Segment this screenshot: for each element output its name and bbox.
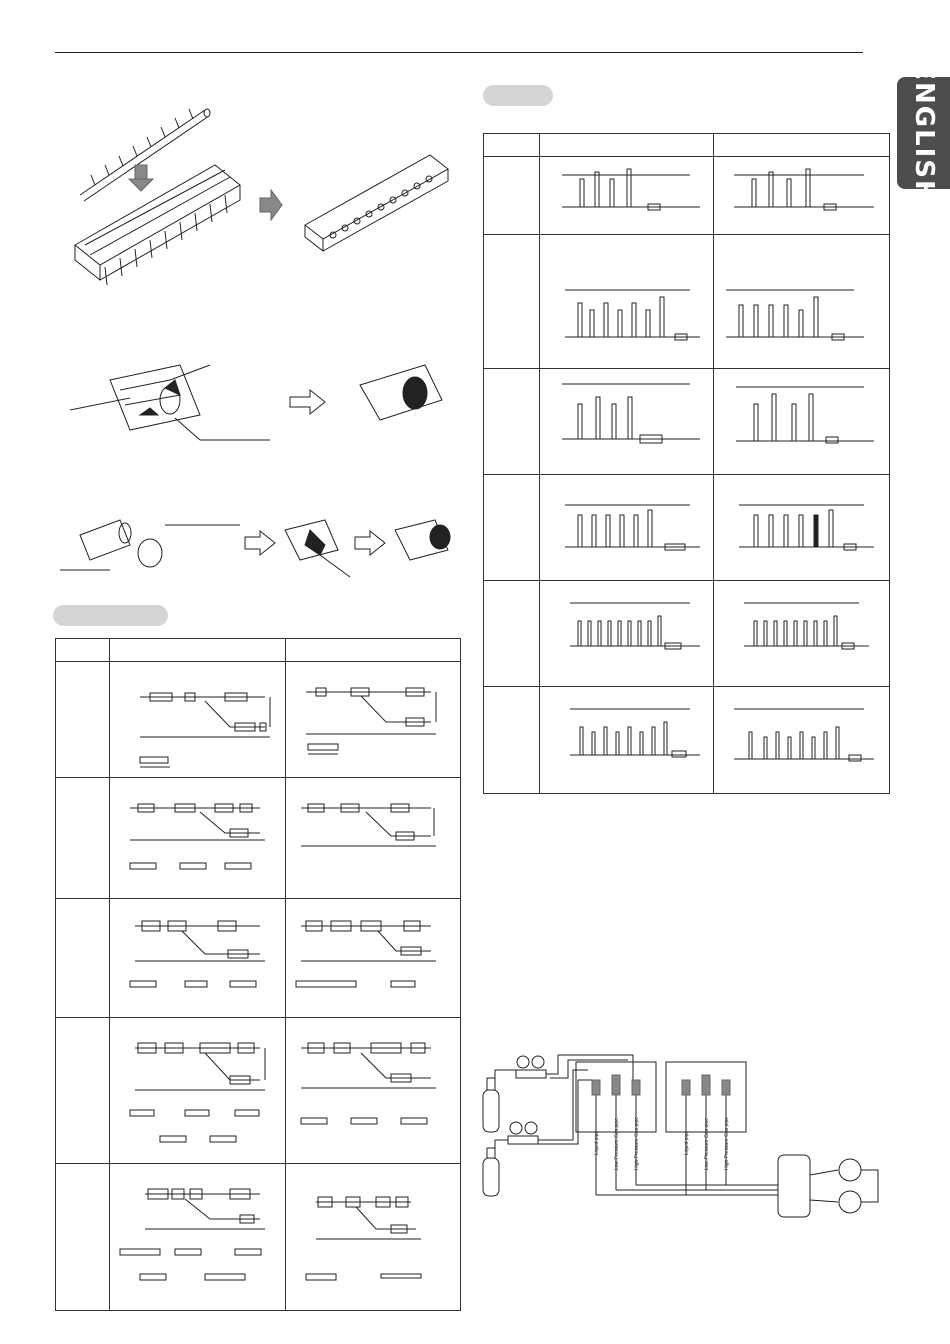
diagram-cell [110,778,286,899]
y-branch-diagram [110,662,286,772]
y-branch-diagram [110,1018,286,1158]
diagram-cell [540,157,714,235]
y-branch-diagram [286,662,461,772]
header-cell [56,639,110,662]
header-cell [286,639,461,662]
y-branch-diagram [286,1164,461,1305]
tape-wrap-figure [70,360,450,455]
header-diagram [714,687,890,788]
row-label-cell [56,778,110,899]
diagram-cell [540,687,714,794]
language-tab-label: ENGLISH [908,62,939,204]
row-label-cell [56,1164,110,1311]
diagram-cell [540,235,714,369]
y-branch-diagram [286,1018,461,1158]
header-diagram [540,157,714,229]
row-label-cell [484,369,540,475]
header-diagram [714,235,890,363]
y-branch-diagram [286,778,461,893]
diagram-cell [110,1164,286,1311]
branch-table-left [55,638,461,1311]
diagram-cell [714,581,890,687]
row-label-cell [56,899,110,1018]
y-branch-diagram [110,899,286,1012]
header-diagram [714,581,890,681]
diagram-cell [286,662,461,778]
header-diagram [540,235,714,363]
row-label-cell [484,157,540,235]
row-label-cell [484,475,540,581]
header-cell [714,134,890,157]
header-rule [55,52,863,53]
diagram-cell [110,1018,286,1164]
header-cell [540,134,714,157]
y-branch-diagram [110,1164,286,1305]
section-label-pill-right [483,85,553,106]
header-diagram [540,475,714,575]
diagram-cell [540,369,714,475]
header-diagram [540,369,714,469]
diagram-cell [714,687,890,794]
pipe-label: High Pressure Gas pipe [634,1116,640,1170]
diagram-cell [714,157,890,235]
pipe-label: Liquid pipe [684,1130,690,1155]
header-cell [110,639,286,662]
diagram-cell [110,662,286,778]
row-label-cell [484,687,540,794]
diagram-cell [540,475,714,581]
piping-schematic [478,1040,888,1220]
y-branch-diagram [110,778,286,893]
y-branch-diagram [286,899,461,1012]
diagram-cell [286,1018,461,1164]
pipe-insulation-figure [65,95,460,335]
header-diagram [714,475,890,575]
pipe-label: Low Pressure Gas pipe [614,1118,620,1170]
row-label-cell [484,581,540,687]
diagram-cell [714,369,890,475]
diagram-cell [110,899,286,1018]
row-label-cell [56,1018,110,1164]
diagram-cell [286,778,461,899]
section-label-pill-left [53,605,168,626]
diagram-cell [714,235,890,369]
pipe-label: High Pressure Gas pipe [724,1116,730,1170]
diagram-cell [286,1164,461,1311]
diagram-cell [714,475,890,581]
row-label-cell [484,235,540,369]
pipe-label: Low Pressure Gas pipe [704,1118,710,1170]
header-cell [484,134,540,157]
end-cap-figure [60,515,460,585]
pipe-label: Liquid pipe [594,1130,600,1155]
header-diagram [540,581,714,681]
header-diagram [540,687,714,788]
diagram-cell [286,899,461,1018]
header-diagram [714,157,890,229]
row-label-cell [56,662,110,778]
diagram-cell [540,581,714,687]
language-tab [897,62,950,204]
header-diagram [714,369,890,469]
header-table-right [483,133,890,794]
